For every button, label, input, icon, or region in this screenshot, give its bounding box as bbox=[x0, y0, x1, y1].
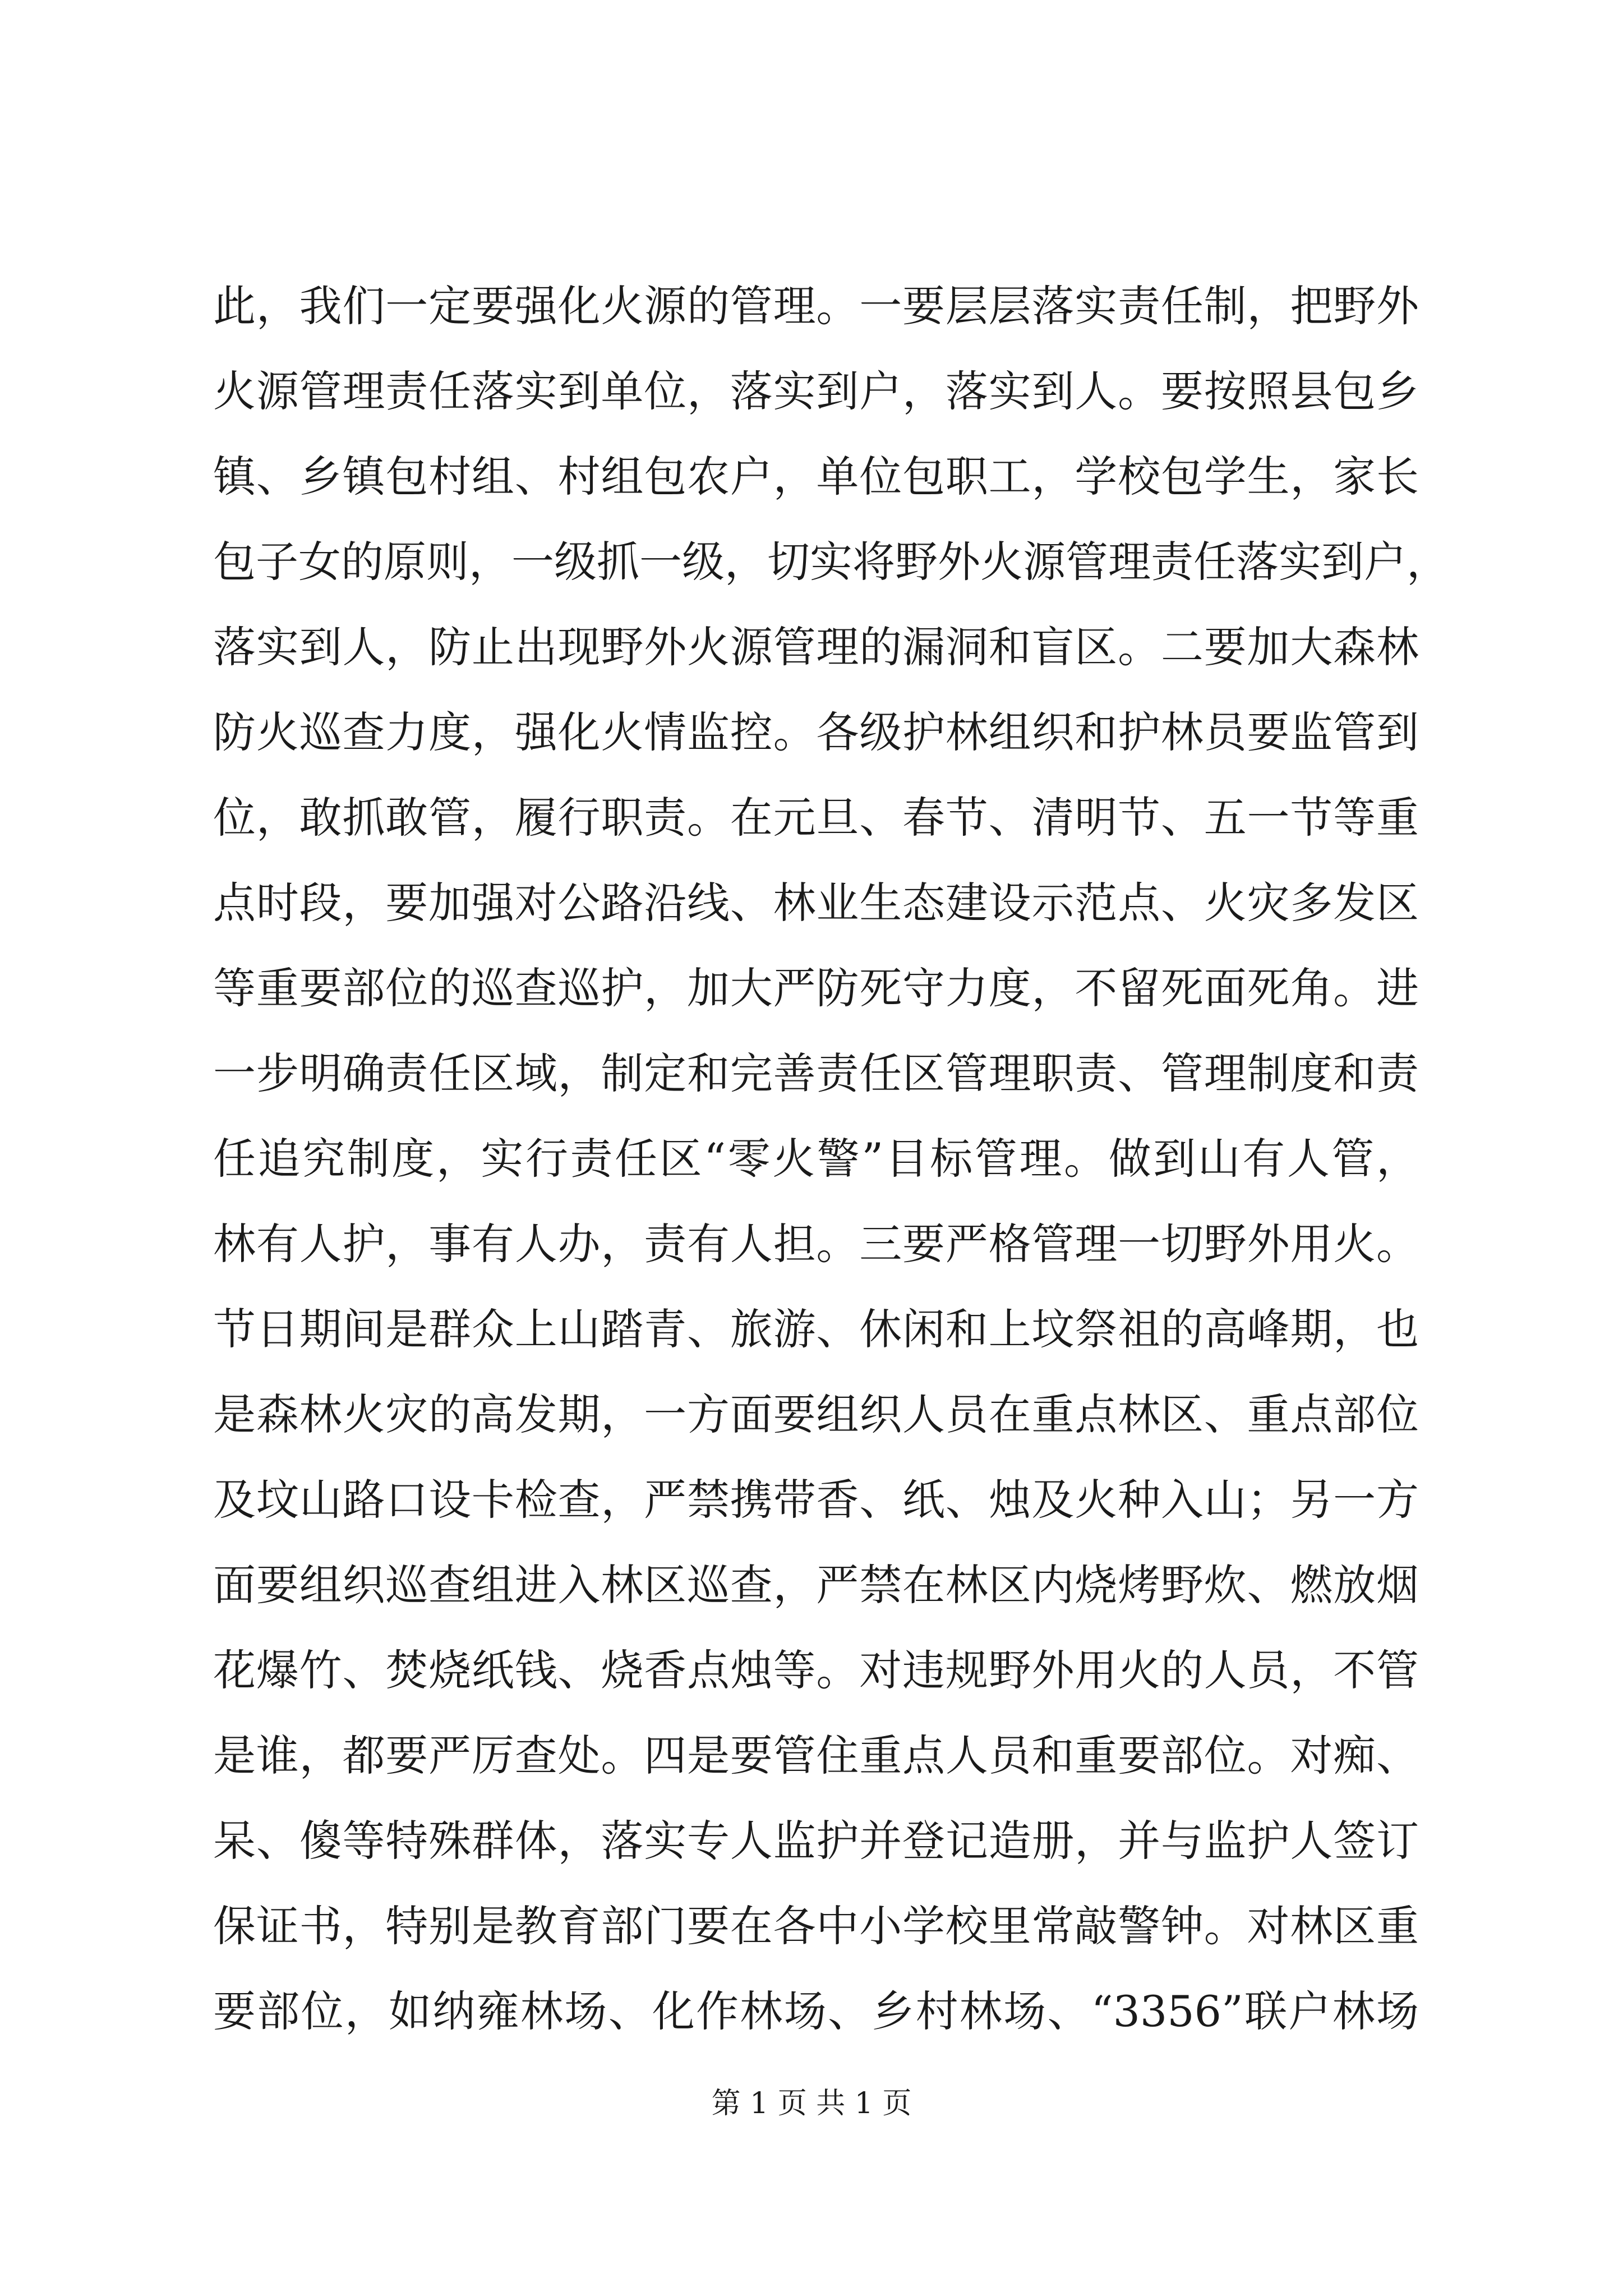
text-line: 花爆竹、焚烧纸钱、烧香点烛等。对违规野外用火的人员，不管 bbox=[213, 1645, 1419, 1695]
text-line: 等重要部位的巡查巡护，加大严防死守力度，不留死面死角。进 bbox=[213, 963, 1419, 1013]
page-footer: 第 1 页 共 1 页 bbox=[711, 2087, 912, 2120]
text-line: 点时段，要加强对公路沿线、林业生态建设示范点、火灾多发区 bbox=[213, 878, 1419, 928]
text-line: 是森林火灾的高发期，一方面要组织人员在重点林区、重点部位 bbox=[213, 1389, 1419, 1439]
text-line: 位，敢抓敢管，履行职责。在元旦、春节、清明节、五一节等重 bbox=[213, 793, 1419, 843]
text-line: 是谁，都要严厉查处。四是要管住重点人员和重要部位。对痴、 bbox=[213, 1731, 1419, 1780]
text-line: 任追究制度，实行责任区“零火警”目标管理。做到山有人管， bbox=[213, 1134, 1419, 1184]
text-line: 林有人护，事有人办，责有人担。三要严格管理一切野外用火。 bbox=[213, 1219, 1419, 1269]
text-line: 节日期间是群众上山踏青、旅游、休闲和上坟祭祖的高峰期，也 bbox=[213, 1304, 1419, 1354]
text-line: 及坟山路口设卡检查，严禁携带香、纸、烛及火种入山；另一方 bbox=[213, 1475, 1419, 1525]
text-line: 防火巡查力度，强化火情监控。各级护林组织和护林员要监管到 bbox=[213, 707, 1419, 757]
text-line: 火源管理责任落实到单位，落实到户，落实到人。要按照县包乡 bbox=[213, 366, 1419, 416]
text-line: 要部位，如纳雍林场、化作林场、乡村林场、“3356”联户林场 bbox=[213, 1986, 1419, 2036]
text-line: 呆、傻等特殊群体，落实专人监护并登记造册，并与监护人签订 bbox=[213, 1816, 1419, 1866]
text-line: 镇、乡镇包村组、村组包农户，单位包职工，学校包学生，家长 bbox=[213, 452, 1419, 501]
text-line: 落实到人，防止出现野外火源管理的漏洞和盲区。二要加大森林 bbox=[213, 622, 1419, 672]
text-line: 包子女的原则，一级抓一级，切实将野外火源管理责任落实到户， bbox=[213, 537, 1449, 587]
text-line: 面要组织巡查组进入林区巡查，严禁在林区内烧烤野炊、燃放烟 bbox=[213, 1560, 1419, 1610]
body-paragraph bbox=[213, 264, 1449, 2054]
text-line: 一步明确责任区域，制定和完善责任区管理职责、管理制度和责 bbox=[213, 1048, 1419, 1098]
text-line: 此，我们一定要强化火源的管理。一要层层落实责任制，把野外 bbox=[213, 281, 1419, 331]
text-line: 保证书，特别是教育部门要在各中小学校里常敲警钟。对林区重 bbox=[213, 1901, 1419, 1951]
